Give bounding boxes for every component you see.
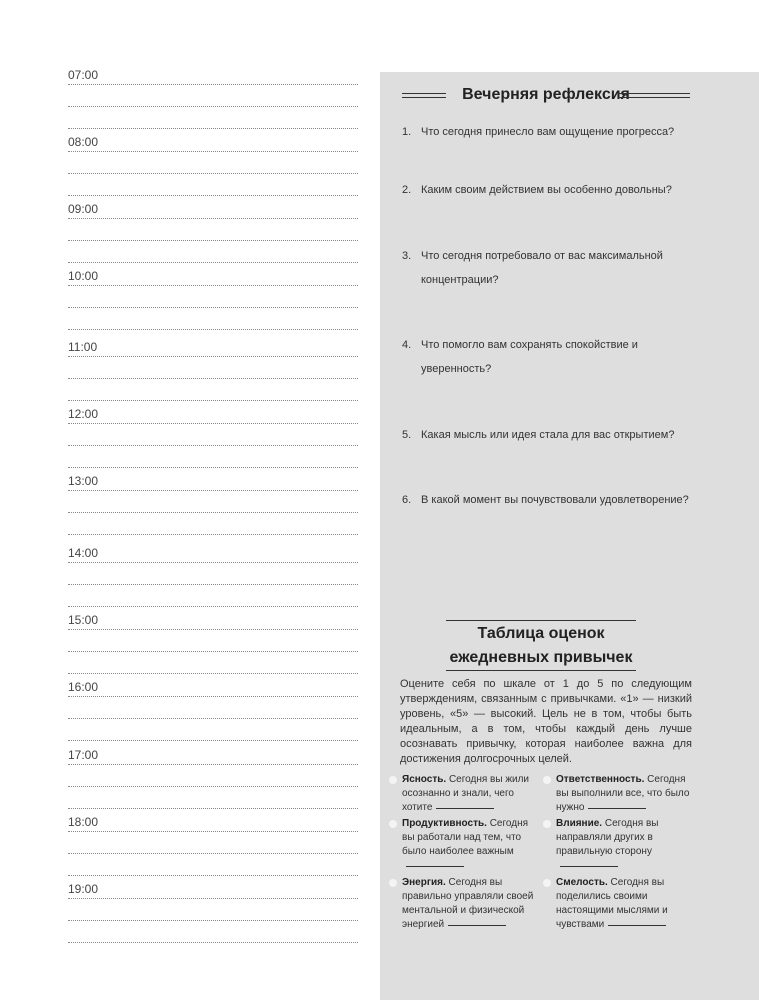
time-label: 11:00 <box>68 340 98 354</box>
time-label: 08:00 <box>68 135 99 149</box>
habit-description: Сегодня вы направляли других в правильную сторону <box>556 818 659 857</box>
writing-line[interactable] <box>68 673 358 674</box>
habit-name: Ясность. <box>402 774 447 785</box>
habit-name: Влияние. <box>556 818 603 829</box>
writing-line[interactable] <box>68 128 358 129</box>
time-slot-1000[interactable] <box>68 269 358 336</box>
habit-title-rule-bottom <box>446 670 636 671</box>
habit-description: Сегодня вы правильно управляли своей ментальной и физической энергией <box>402 877 534 930</box>
time-label: 13:00 <box>68 474 99 488</box>
time-slot-1300[interactable] <box>68 474 358 541</box>
time-label: 18:00 <box>68 815 99 829</box>
writing-line[interactable] <box>68 400 358 401</box>
habit-item-influence[interactable] <box>556 817 696 873</box>
writing-line[interactable] <box>68 606 358 607</box>
question-number: 5. <box>402 429 412 441</box>
writing-line[interactable] <box>68 920 358 921</box>
writing-line[interactable] <box>68 562 358 563</box>
reflection-panel <box>380 72 759 1000</box>
time-label: 16:00 <box>68 680 99 694</box>
time-slot-1900[interactable] <box>68 882 358 949</box>
time-label: 15:00 <box>68 613 99 627</box>
score-blank[interactable] <box>608 925 666 926</box>
reflection-title: Вечерняя рефлексия <box>462 86 630 103</box>
question-number: 3. <box>402 250 412 262</box>
habit-table-title-line2: ежедневных привычек <box>449 649 633 666</box>
time-label: 12:00 <box>68 407 99 421</box>
bullet-icon <box>389 879 397 887</box>
time-slot-1200[interactable] <box>68 407 358 474</box>
habit-table-header <box>446 620 636 671</box>
writing-line[interactable] <box>68 173 358 174</box>
writing-line[interactable] <box>68 831 358 832</box>
habit-item-energy[interactable] <box>402 876 542 932</box>
writing-line[interactable] <box>68 106 358 107</box>
question-number: 6. <box>402 494 412 506</box>
writing-line[interactable] <box>68 786 358 787</box>
writing-line[interactable] <box>68 740 358 741</box>
writing-line[interactable] <box>68 329 358 330</box>
writing-line[interactable] <box>68 764 358 765</box>
time-slot-1400[interactable] <box>68 546 358 613</box>
reflection-question[interactable] <box>402 488 697 512</box>
habit-item-courage[interactable] <box>556 876 696 932</box>
writing-line[interactable] <box>68 262 358 263</box>
time-label: 10:00 <box>68 269 99 283</box>
habit-description: Сегодня вы поделились своими настоящими мыслями и чувствами <box>556 877 668 930</box>
bullet-icon <box>389 776 397 784</box>
writing-line[interactable] <box>68 285 358 286</box>
question-text: Что помогло вам сохранять спокойствие и уверенность? <box>421 339 638 375</box>
writing-line[interactable] <box>68 151 358 152</box>
reflection-header <box>402 84 690 106</box>
time-slot-0800[interactable] <box>68 135 358 202</box>
writing-line[interactable] <box>68 307 358 308</box>
writing-line[interactable] <box>68 629 358 630</box>
question-number: 2. <box>402 184 412 196</box>
writing-line[interactable] <box>68 512 358 513</box>
reflection-question[interactable] <box>402 120 697 144</box>
writing-line[interactable] <box>68 584 358 585</box>
writing-line[interactable] <box>68 718 358 719</box>
writing-line[interactable] <box>68 898 358 899</box>
writing-line[interactable] <box>68 195 358 196</box>
bullet-icon <box>543 820 551 828</box>
habit-name: Энергия. <box>402 877 446 888</box>
time-label: 09:00 <box>68 202 99 216</box>
writing-line[interactable] <box>68 84 358 85</box>
habit-description: Сегодня вы выполнили все, что было нужно <box>556 774 690 813</box>
habit-item-productivity[interactable] <box>402 817 542 873</box>
question-number: 4. <box>402 339 412 351</box>
habit-name: Продуктивность. <box>402 818 487 829</box>
time-label: 19:00 <box>68 882 99 896</box>
writing-line[interactable] <box>68 696 358 697</box>
time-slot-0700[interactable] <box>68 68 358 135</box>
time-slot-1100[interactable] <box>68 340 358 407</box>
score-blank[interactable] <box>436 808 494 809</box>
writing-line[interactable] <box>68 467 358 468</box>
bullet-icon <box>543 776 551 784</box>
score-blank[interactable] <box>560 866 618 867</box>
writing-line[interactable] <box>68 853 358 854</box>
habit-description: Сегодня вы работали над тем, что было наиболее важным <box>402 818 529 857</box>
habit-intro-text: Оцените себя по шкале от 1 до 5 по следующим утверждениям, связанным с привычками. «1» — низкий уровень, «5» — высокий. Цель не в том, чтобы быть идеальным, а в том, чтобы каждый день лучше осознавать привычку, которая наиболее важна для достижения долгосрочных целей. <box>400 678 692 765</box>
writing-line[interactable] <box>68 942 358 943</box>
habit-description: Сегодня вы жили осознанно и знали, чего хотите <box>402 774 530 813</box>
title-rule-right <box>618 93 690 98</box>
time-label: 17:00 <box>68 748 99 762</box>
score-blank[interactable] <box>448 925 506 926</box>
score-blank[interactable] <box>588 808 646 809</box>
writing-line[interactable] <box>68 490 358 491</box>
habit-title-rule-top <box>446 620 636 621</box>
writing-line[interactable] <box>68 423 358 424</box>
writing-line[interactable] <box>68 378 358 379</box>
habit-name: Ответственность. <box>556 774 645 785</box>
question-number: 1. <box>402 126 412 138</box>
reflection-question[interactable] <box>402 244 697 292</box>
writing-line[interactable] <box>68 534 358 535</box>
writing-line[interactable] <box>68 445 358 446</box>
reflection-question[interactable] <box>402 333 697 381</box>
habit-name: Смелость. <box>556 877 608 888</box>
bullet-icon <box>389 820 397 828</box>
question-text: Каким своим действием вы особенно довольны? <box>421 184 672 196</box>
time-label: 07:00 <box>68 68 99 82</box>
writing-line[interactable] <box>68 651 358 652</box>
reflection-question[interactable] <box>402 178 697 202</box>
time-slot-1600[interactable] <box>68 680 358 747</box>
writing-line[interactable] <box>68 218 358 219</box>
time-label: 14:00 <box>68 546 99 560</box>
time-slot-0900[interactable] <box>68 202 358 269</box>
time-slot-1700[interactable] <box>68 748 358 815</box>
habit-table-title-line1: Таблица оценок <box>477 625 605 642</box>
writing-line[interactable] <box>68 875 358 876</box>
bullet-icon <box>543 879 551 887</box>
habit-item-responsibility[interactable] <box>556 773 696 815</box>
reflection-question[interactable] <box>402 423 697 447</box>
time-slot-1800[interactable] <box>68 815 358 882</box>
writing-line[interactable] <box>68 356 358 357</box>
question-text: В какой момент вы почувствовали удовлетворение? <box>421 494 689 506</box>
time-slot-1500[interactable] <box>68 613 358 680</box>
question-text: Какая мысль или идея стала для вас открытием? <box>421 429 675 441</box>
habit-item-clarity[interactable] <box>402 773 542 815</box>
writing-line[interactable] <box>68 240 358 241</box>
question-text: Что сегодня потребовало от вас максимальной концентрации? <box>421 250 663 286</box>
writing-line[interactable] <box>68 808 358 809</box>
question-text: Что сегодня принесло вам ощущение прогресса? <box>421 126 675 138</box>
score-blank[interactable] <box>406 866 464 867</box>
